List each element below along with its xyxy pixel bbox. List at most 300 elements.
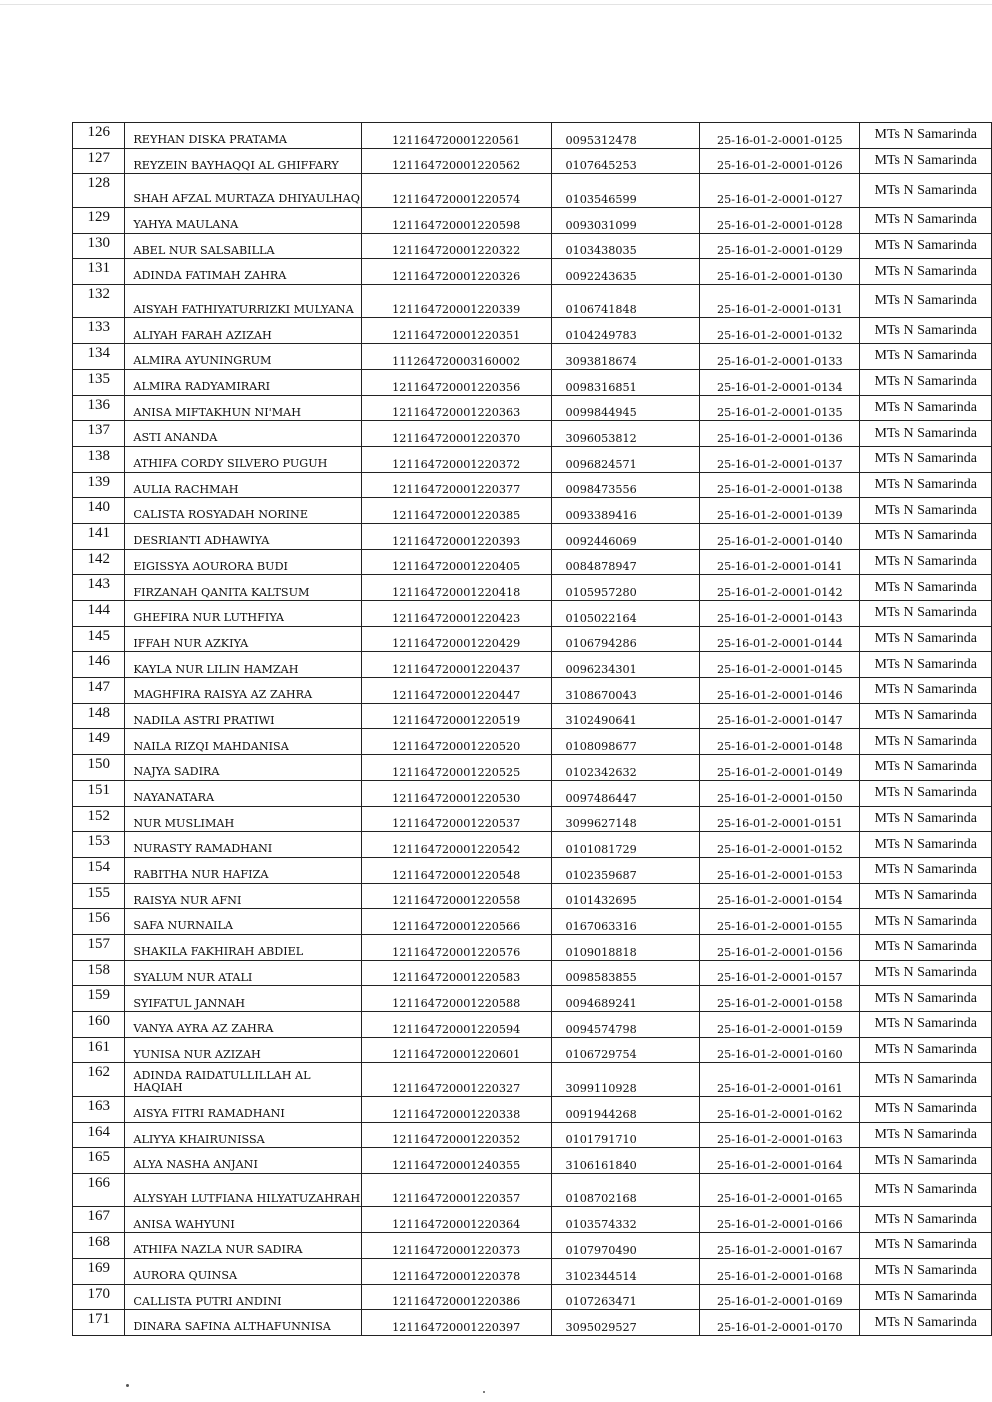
school-name-cell: MTs N Samarinda [860,1258,992,1284]
student-name-cell: ADINDA FATIMAH ZAHRA [125,259,361,285]
row-number-cell: 143 [73,575,125,601]
student-name-cell: ATHIFA NAZLA NUR SADIRA [125,1233,361,1259]
exam-number-cell: 25-16-01-2-0001-0165 [700,1173,860,1207]
row-number-cell: 144 [73,601,125,627]
registration-number-cell: 121164720001220338 [361,1096,551,1122]
school-name-cell: MTs N Samarinda [860,123,992,149]
row-number-cell: 145 [73,626,125,652]
school-name-cell: MTs N Samarinda [860,1173,992,1207]
table-row [73,1258,992,1284]
student-name-cell: ADINDA RAIDATULLILLAH AL HAQIAH [125,1063,361,1097]
nisn-cell: 0106794286 [551,626,700,652]
table-row [73,857,992,883]
student-name-cell: NAJYA SADIRA [125,755,361,781]
row-number-cell: 157 [73,934,125,960]
table-row [73,549,992,575]
school-name-cell: MTs N Samarinda [860,1012,992,1038]
table-row [73,755,992,781]
registration-number-cell: 121164720001220519 [361,703,551,729]
nisn-cell: 0093389416 [551,498,700,524]
row-number-cell: 151 [73,780,125,806]
student-name-cell: IFFAH NUR AZKIYA [125,626,361,652]
row-number-cell: 148 [73,703,125,729]
school-name-cell: MTs N Samarinda [860,1310,992,1336]
nisn-cell: 0109018818 [551,934,700,960]
row-number-cell: 134 [73,344,125,370]
exam-number-cell: 25-16-01-2-0001-0137 [700,446,860,472]
exam-number-cell: 25-16-01-2-0001-0132 [700,318,860,344]
student-name-cell: EIGISSYA AOURORA BUDI [125,549,361,575]
nisn-cell: 0093031099 [551,207,700,233]
school-name-cell: MTs N Samarinda [860,780,992,806]
table-row [73,259,992,285]
student-roster-table [72,122,992,1336]
registration-number-cell: 121164720001220351 [361,318,551,344]
row-number-cell: 141 [73,523,125,549]
registration-number-cell: 121164720001220588 [361,986,551,1012]
row-number-cell: 130 [73,233,125,259]
exam-number-cell: 25-16-01-2-0001-0136 [700,421,860,447]
exam-number-cell: 25-16-01-2-0001-0141 [700,549,860,575]
table-row [73,729,992,755]
row-number-cell: 149 [73,729,125,755]
registration-number-cell: 121164720001220364 [361,1207,551,1233]
nisn-cell: 3095029527 [551,1310,700,1336]
nisn-cell: 0091944268 [551,1096,700,1122]
table-row [73,207,992,233]
exam-number-cell: 25-16-01-2-0001-0163 [700,1122,860,1148]
registration-number-cell: 121164720001220574 [361,174,551,208]
nisn-cell: 0105957280 [551,575,700,601]
registration-number-cell: 121164720001220561 [361,123,551,149]
table-row [73,626,992,652]
row-number-cell: 156 [73,909,125,935]
student-name-cell: MAGHFIRA RAISYA AZ ZAHRA [125,678,361,704]
school-name-cell: MTs N Samarinda [860,1122,992,1148]
school-name-cell: MTs N Samarinda [860,832,992,858]
table-row [73,703,992,729]
table-row [73,344,992,370]
nisn-cell: 0103546599 [551,174,700,208]
exam-number-cell: 25-16-01-2-0001-0156 [700,934,860,960]
school-name-cell: MTs N Samarinda [860,284,992,318]
exam-number-cell: 25-16-01-2-0001-0161 [700,1063,860,1097]
student-name-cell: DESRIANTI ADHAWIYA [125,523,361,549]
row-number-cell: 165 [73,1148,125,1174]
row-number-cell: 133 [73,318,125,344]
row-number-cell: 131 [73,259,125,285]
exam-number-cell: 25-16-01-2-0001-0158 [700,986,860,1012]
row-number-cell: 159 [73,986,125,1012]
school-name-cell: MTs N Samarinda [860,806,992,832]
table-row [73,780,992,806]
registration-number-cell: 121164720001220385 [361,498,551,524]
table-row [73,369,992,395]
table-row [73,575,992,601]
row-number-cell: 138 [73,446,125,472]
row-number-cell: 135 [73,369,125,395]
table-row [73,1310,992,1336]
table-row [73,883,992,909]
exam-number-cell: 25-16-01-2-0001-0138 [700,472,860,498]
student-name-cell: DINARA SAFINA ALTHAFUNNISA [125,1310,361,1336]
row-number-cell: 146 [73,652,125,678]
exam-number-cell: 25-16-01-2-0001-0168 [700,1258,860,1284]
student-name-cell: NADILA ASTRI PRATIWI [125,703,361,729]
table-row [73,832,992,858]
school-name-cell: MTs N Samarinda [860,626,992,652]
school-name-cell: MTs N Samarinda [860,549,992,575]
nisn-cell: 0107263471 [551,1284,700,1310]
student-name-cell: RAISYA NUR AFNI [125,883,361,909]
exam-number-cell: 25-16-01-2-0001-0166 [700,1207,860,1233]
table-row [73,806,992,832]
nisn-cell: 3102490641 [551,703,700,729]
registration-number-cell: 121164720001220370 [361,421,551,447]
nisn-cell: 3099627148 [551,806,700,832]
registration-number-cell: 121164720001220363 [361,395,551,421]
registration-number-cell: 121164720001220405 [361,549,551,575]
school-name-cell: MTs N Samarinda [860,575,992,601]
nisn-cell: 3099110928 [551,1063,700,1097]
exam-number-cell: 25-16-01-2-0001-0126 [700,148,860,174]
table-row [73,1063,992,1097]
student-name-cell: AISYAH FATHIYATURRIZKI MULYANA [125,284,361,318]
school-name-cell: MTs N Samarinda [860,909,992,935]
school-name-cell: MTs N Samarinda [860,1037,992,1063]
registration-number-cell: 121164720001220537 [361,806,551,832]
registration-number-cell: 121164720001220327 [361,1063,551,1097]
row-number-cell: 155 [73,883,125,909]
student-name-cell: ALIYYA KHAIRUNISSA [125,1122,361,1148]
page-top-edge [0,4,992,5]
table-row [73,986,992,1012]
nisn-cell: 3108670043 [551,678,700,704]
exam-number-cell: 25-16-01-2-0001-0145 [700,652,860,678]
table-row [73,960,992,986]
row-number-cell: 162 [73,1063,125,1097]
student-name-cell: NUR MUSLIMAH [125,806,361,832]
row-number-cell: 163 [73,1096,125,1122]
registration-number-cell: 121164720001220326 [361,259,551,285]
row-number-cell: 169 [73,1258,125,1284]
exam-number-cell: 25-16-01-2-0001-0162 [700,1096,860,1122]
nisn-cell: 0101081729 [551,832,700,858]
nisn-cell: 0099844945 [551,395,700,421]
row-number-cell: 136 [73,395,125,421]
school-name-cell: MTs N Samarinda [860,1148,992,1174]
registration-number-cell: 121164720001220594 [361,1012,551,1038]
nisn-cell: 0084878947 [551,549,700,575]
registration-number-cell: 111264720003160002 [361,344,551,370]
nisn-cell: 0108702168 [551,1173,700,1207]
exam-number-cell: 25-16-01-2-0001-0127 [700,174,860,208]
exam-number-cell: 25-16-01-2-0001-0133 [700,344,860,370]
row-number-cell: 171 [73,1310,125,1336]
registration-number-cell: 121164720001220548 [361,857,551,883]
row-number-cell: 170 [73,1284,125,1310]
row-number-cell: 129 [73,207,125,233]
registration-number-cell: 121164720001240355 [361,1148,551,1174]
school-name-cell: MTs N Samarinda [860,395,992,421]
registration-number-cell: 121164720001220372 [361,446,551,472]
student-name-cell: CALISTA ROSYADAH NORINE [125,498,361,524]
table-row [73,909,992,935]
exam-number-cell: 25-16-01-2-0001-0150 [700,780,860,806]
row-number-cell: 139 [73,472,125,498]
registration-number-cell: 121164720001220601 [361,1037,551,1063]
student-name-cell: SAFA NURNAILA [125,909,361,935]
row-number-cell: 153 [73,832,125,858]
nisn-cell: 0106741848 [551,284,700,318]
exam-number-cell: 25-16-01-2-0001-0142 [700,575,860,601]
student-name-cell: AISYA FITRI RAMADHANI [125,1096,361,1122]
school-name-cell: MTs N Samarinda [860,233,992,259]
school-name-cell: MTs N Samarinda [860,601,992,627]
student-name-cell: AURORA QUINSA [125,1258,361,1284]
nisn-cell: 0103574332 [551,1207,700,1233]
table-row [73,284,992,318]
student-name-cell: AULIA RACHMAH [125,472,361,498]
nisn-cell: 0094574798 [551,1012,700,1038]
nisn-cell: 0105022164 [551,601,700,627]
exam-number-cell: 25-16-01-2-0001-0140 [700,523,860,549]
registration-number-cell: 121164720001220393 [361,523,551,549]
exam-number-cell: 25-16-01-2-0001-0144 [700,626,860,652]
table-row [73,233,992,259]
row-number-cell: 166 [73,1173,125,1207]
registration-number-cell: 121164720001220397 [361,1310,551,1336]
table-row [73,652,992,678]
table-row [73,148,992,174]
school-name-cell: MTs N Samarinda [860,148,992,174]
exam-number-cell: 25-16-01-2-0001-0134 [700,369,860,395]
row-number-cell: 128 [73,174,125,208]
registration-number-cell: 121164720001220377 [361,472,551,498]
nisn-cell: 0102359687 [551,857,700,883]
exam-number-cell: 25-16-01-2-0001-0153 [700,857,860,883]
school-name-cell: MTs N Samarinda [860,1063,992,1097]
registration-number-cell: 121164720001220386 [361,1284,551,1310]
nisn-cell: 0092446069 [551,523,700,549]
nisn-cell: 0096234301 [551,652,700,678]
student-name-cell: REYZEIN BAYHAQQI AL GHIFFARY [125,148,361,174]
school-name-cell: MTs N Samarinda [860,259,992,285]
nisn-cell: 0097486447 [551,780,700,806]
table-row [73,1148,992,1174]
nisn-cell: 0096824571 [551,446,700,472]
table-row [73,421,992,447]
school-name-cell: MTs N Samarinda [860,652,992,678]
school-name-cell: MTs N Samarinda [860,498,992,524]
exam-number-cell: 25-16-01-2-0001-0164 [700,1148,860,1174]
nisn-cell: 0104249783 [551,318,700,344]
school-name-cell: MTs N Samarinda [860,986,992,1012]
nisn-cell: 0094689241 [551,986,700,1012]
table-row [73,678,992,704]
nisn-cell: 3096053812 [551,421,700,447]
student-name-cell: ATHIFA CORDY SILVERO PUGUH [125,446,361,472]
registration-number-cell: 121164720001220429 [361,626,551,652]
nisn-cell: 0092243635 [551,259,700,285]
school-name-cell: MTs N Samarinda [860,960,992,986]
exam-number-cell: 25-16-01-2-0001-0130 [700,259,860,285]
student-name-cell: ANISA MIFTAKHUN NI'MAH [125,395,361,421]
school-name-cell: MTs N Samarinda [860,446,992,472]
registration-number-cell: 121164720001220558 [361,883,551,909]
exam-number-cell: 25-16-01-2-0001-0147 [700,703,860,729]
table-row [73,498,992,524]
row-number-cell: 152 [73,806,125,832]
nisn-cell: 3106161840 [551,1148,700,1174]
table-row [73,601,992,627]
exam-number-cell: 25-16-01-2-0001-0159 [700,1012,860,1038]
student-name-cell: VANYA AYRA AZ ZAHRA [125,1012,361,1038]
nisn-cell: 0167063316 [551,909,700,935]
row-number-cell: 164 [73,1122,125,1148]
nisn-cell: 3102344514 [551,1258,700,1284]
row-number-cell: 127 [73,148,125,174]
student-name-cell: NAYANATARA [125,780,361,806]
exam-number-cell: 25-16-01-2-0001-0157 [700,960,860,986]
student-name-cell: ALMIRA RADYAMIRARI [125,369,361,395]
nisn-cell: 3093818674 [551,344,700,370]
exam-number-cell: 25-16-01-2-0001-0154 [700,883,860,909]
row-number-cell: 137 [73,421,125,447]
table-row [73,123,992,149]
exam-number-cell: 25-16-01-2-0001-0155 [700,909,860,935]
exam-number-cell: 25-16-01-2-0001-0131 [700,284,860,318]
registration-number-cell: 121164720001220530 [361,780,551,806]
nisn-cell: 0095312478 [551,123,700,149]
registration-number-cell: 121164720001220576 [361,934,551,960]
school-name-cell: MTs N Samarinda [860,369,992,395]
table-row [73,446,992,472]
registration-number-cell: 121164720001220542 [361,832,551,858]
registration-number-cell: 121164720001220352 [361,1122,551,1148]
table-row [73,318,992,344]
table-row [73,174,992,208]
table-row [73,395,992,421]
exam-number-cell: 25-16-01-2-0001-0169 [700,1284,860,1310]
student-name-cell: ALIYAH FARAH AZIZAH [125,318,361,344]
roster-table-body [73,123,992,1336]
school-name-cell: MTs N Samarinda [860,318,992,344]
row-number-cell: 160 [73,1012,125,1038]
registration-number-cell: 121164720001220418 [361,575,551,601]
school-name-cell: MTs N Samarinda [860,934,992,960]
school-name-cell: MTs N Samarinda [860,1233,992,1259]
exam-number-cell: 25-16-01-2-0001-0129 [700,233,860,259]
registration-number-cell: 121164720001220356 [361,369,551,395]
exam-number-cell: 25-16-01-2-0001-0167 [700,1233,860,1259]
row-number-cell: 147 [73,678,125,704]
table-row [73,1233,992,1259]
nisn-cell: 0102342632 [551,755,700,781]
table-row [73,1207,992,1233]
exam-number-cell: 25-16-01-2-0001-0149 [700,755,860,781]
registration-number-cell: 121164720001220357 [361,1173,551,1207]
table-row [73,1173,992,1207]
school-name-cell: MTs N Samarinda [860,344,992,370]
school-name-cell: MTs N Samarinda [860,1096,992,1122]
school-name-cell: MTs N Samarinda [860,883,992,909]
student-name-cell: ABEL NUR SALSABILLA [125,233,361,259]
school-name-cell: MTs N Samarinda [860,421,992,447]
student-name-cell: ALMIRA AYUNINGRUM [125,344,361,370]
nisn-cell: 0106729754 [551,1037,700,1063]
nisn-cell: 0098316851 [551,369,700,395]
student-name-cell: YUNISA NUR AZIZAH [125,1037,361,1063]
row-number-cell: 158 [73,960,125,986]
student-name-cell: SYALUM NUR ATALI [125,960,361,986]
school-name-cell: MTs N Samarinda [860,523,992,549]
registration-number-cell: 121164720001220525 [361,755,551,781]
school-name-cell: MTs N Samarinda [860,678,992,704]
exam-number-cell: 25-16-01-2-0001-0135 [700,395,860,421]
registration-number-cell: 121164720001220373 [361,1233,551,1259]
registration-number-cell: 121164720001220437 [361,652,551,678]
row-number-cell: 126 [73,123,125,149]
exam-number-cell: 25-16-01-2-0001-0139 [700,498,860,524]
school-name-cell: MTs N Samarinda [860,207,992,233]
row-number-cell: 154 [73,857,125,883]
exam-number-cell: 25-16-01-2-0001-0160 [700,1037,860,1063]
row-number-cell: 167 [73,1207,125,1233]
student-name-cell: NAILA RIZQI MAHDANISA [125,729,361,755]
exam-number-cell: 25-16-01-2-0001-0146 [700,678,860,704]
row-number-cell: 142 [73,549,125,575]
student-name-cell: REYHAN DISKA PRATAMA [125,123,361,149]
table-row [73,472,992,498]
registration-number-cell: 121164720001220339 [361,284,551,318]
registration-number-cell: 121164720001220566 [361,909,551,935]
school-name-cell: MTs N Samarinda [860,1284,992,1310]
nisn-cell: 0107970490 [551,1233,700,1259]
row-number-cell: 168 [73,1233,125,1259]
student-name-cell: NURASTY RAMADHANI [125,832,361,858]
table-row [73,1096,992,1122]
student-name-cell: YAHYA MAULANA [125,207,361,233]
table-row [73,523,992,549]
table-row [73,1284,992,1310]
table-row [73,1037,992,1063]
nisn-cell: 0108098677 [551,729,700,755]
row-number-cell: 150 [73,755,125,781]
exam-number-cell: 25-16-01-2-0001-0170 [700,1310,860,1336]
exam-number-cell: 25-16-01-2-0001-0148 [700,729,860,755]
nisn-cell: 0101432695 [551,883,700,909]
row-number-cell: 140 [73,498,125,524]
registration-number-cell: 121164720001220562 [361,148,551,174]
student-name-cell: GHEFIRA NUR LUTHFIYA [125,601,361,627]
school-name-cell: MTs N Samarinda [860,472,992,498]
registration-number-cell: 121164720001220598 [361,207,551,233]
student-name-cell: SYIFATUL JANNAH [125,986,361,1012]
row-number-cell: 161 [73,1037,125,1063]
nisn-cell: 0098583855 [551,960,700,986]
student-name-cell: SHAKILA FAKHIRAH ABDIEL [125,934,361,960]
row-number-cell: 132 [73,284,125,318]
exam-number-cell: 25-16-01-2-0001-0128 [700,207,860,233]
exam-number-cell: 25-16-01-2-0001-0151 [700,806,860,832]
registration-number-cell: 121164720001220583 [361,960,551,986]
school-name-cell: MTs N Samarinda [860,1207,992,1233]
school-name-cell: MTs N Samarinda [860,703,992,729]
student-name-cell: CALLISTA PUTRI ANDINI [125,1284,361,1310]
student-name-cell: ALYSYAH LUTFIANA HILYATUZAHRAH [125,1173,361,1207]
student-name-cell: ALYA NASHA ANJANI [125,1148,361,1174]
